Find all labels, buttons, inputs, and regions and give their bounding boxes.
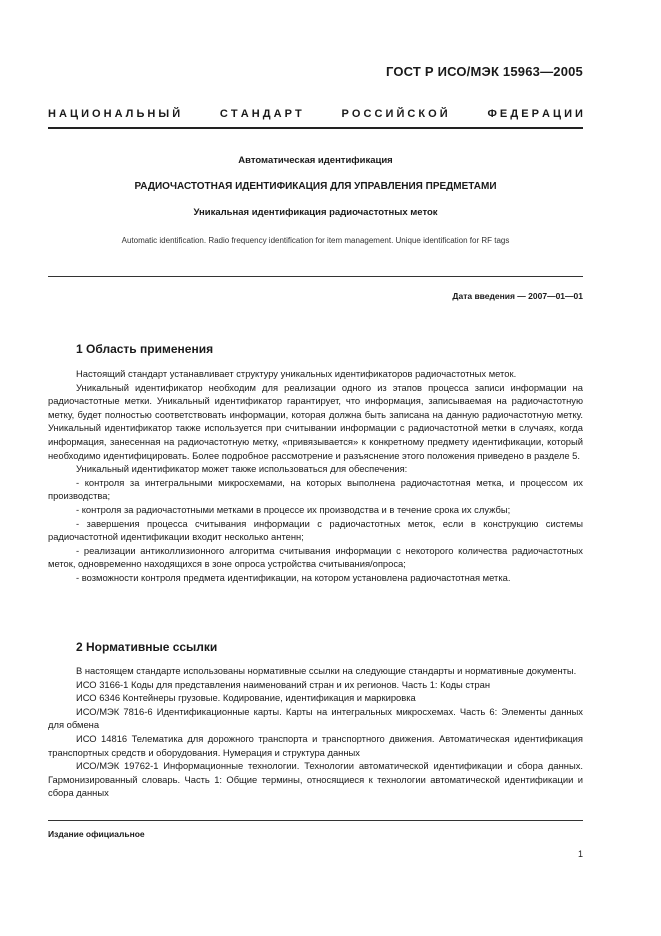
list-item: - реализации антиколлизионного алгоритма считывания информации с некоторого количества радиочастотных меток, одновременно находящихся в зоне опроса устройства считывания/опроса; (48, 544, 583, 570)
reference-item: ИСО/МЭК 7816-6 Идентификационные карты. Карты на интегральных микросхемах. Часть 6: Элементы данных для обмена (48, 705, 583, 731)
title-subtitle: Уникальная идентификация радиочастотных меток (193, 207, 438, 218)
header-rule (48, 127, 583, 129)
title-english: Automatic identification. Radio frequency identification for item management. Unique identification for RF tags (121, 236, 510, 245)
reference-item: ИСО/МЭК 19762-1 Информационные технологии. Технологии автоматической идентификации и сбора данных. Гармонизированный словарь. Часть 1: Общие термины, относящиеся к технологии автоматической идентификации и сбора данных (48, 760, 583, 799)
list-item: - завершения процесса считывания информации с радиочастотных меток, если в конструкцию системы радиочастотной идентификации входит несколько антенн; (48, 517, 583, 543)
title-rule (48, 276, 583, 277)
title-primary: РАДИОЧАСТОТНАЯ ИДЕНТИФИКАЦИЯ ДЛЯ УПРАВЛЕНИЯ ПРЕДМЕТАМИ (134, 181, 497, 192)
banner-word: Н А Ц И О Н А Л Ь Н Ы Й (48, 108, 181, 120)
banner-word: Ф Е Д Е Р А Ц И И (487, 108, 583, 120)
footer-rule (48, 820, 583, 821)
paragraph: В настоящем стандарте использованы нормативные ссылки на следующие стандарты и нормативные документы. (76, 665, 577, 676)
section-heading-references: 2 Нормативные ссылки (76, 640, 218, 654)
list-item: - контроля за интегральными микросхемами, на которых выполнена радиочастотная метка, и процессом их производства; (48, 476, 583, 502)
reference-item: ИСО 3166-1 Коды для представления наименований стран и их регионов. Часть 1: Коды стран (76, 678, 490, 690)
effective-date: Дата введения — 2007—01—01 (452, 291, 583, 301)
section-heading-scope: 1 Область применения (76, 342, 214, 356)
page-number: 1 (577, 849, 583, 859)
paragraph: Уникальный идентификатор необходим для реализации одного из этапов процесса записи информации на радиочастотные метки. Уникальный идентификатор гарантирует, что информация, записываемая на радиочастотную метку, будет полностью соответствовать информации, которая должна быть записана на данную радиочастотную метку. Уникальный идентификатор также используется при считывании информации с радиочастотной метки в случаях, когда информация, занесенная на радиочастотную метку, «привязывается» к конкретному предмету идентификации, который необходимо идентифицировать. Более подробное рассмотрение и разъяснение этого положения приведено в разделе 5. (48, 381, 583, 461)
title-main: Автоматическая идентификация (238, 155, 393, 166)
paragraph: Настоящий стандарт устанавливает структуру уникальных идентификаторов радиочастотных меток. (76, 368, 517, 379)
banner-word: Р О С С И Й С К О Й (341, 108, 448, 120)
official-edition-note: Издание официальное (48, 829, 145, 839)
document-code: ГОСТ Р ИСО/МЭК 15963—2005 (385, 64, 583, 79)
section-body-scope (48, 367, 583, 585)
reference-item: ИСО 6346 Контейнеры грузовые. Кодирование, идентификация и маркировка (76, 692, 416, 704)
national-standard-banner (48, 108, 583, 120)
list-item: - контроля за радиочастотными метками в процессе их производства и в течение срока их службы; (76, 503, 511, 515)
banner-word: С Т А Н Д А Р Т (219, 108, 302, 120)
list-item: - возможности контроля предмета идентификации, на котором установлена радиочастотная метка. (76, 571, 511, 583)
paragraph: Уникальный идентификатор может также использоваться для обеспечения: (76, 463, 408, 475)
reference-item: ИСО 14816 Телематика для дорожного транспорта и транспортного движения. Автоматическая идентификация транспортных средств и оборудования. Нумерация и структура данных (48, 732, 583, 758)
section-body-references (48, 664, 583, 800)
